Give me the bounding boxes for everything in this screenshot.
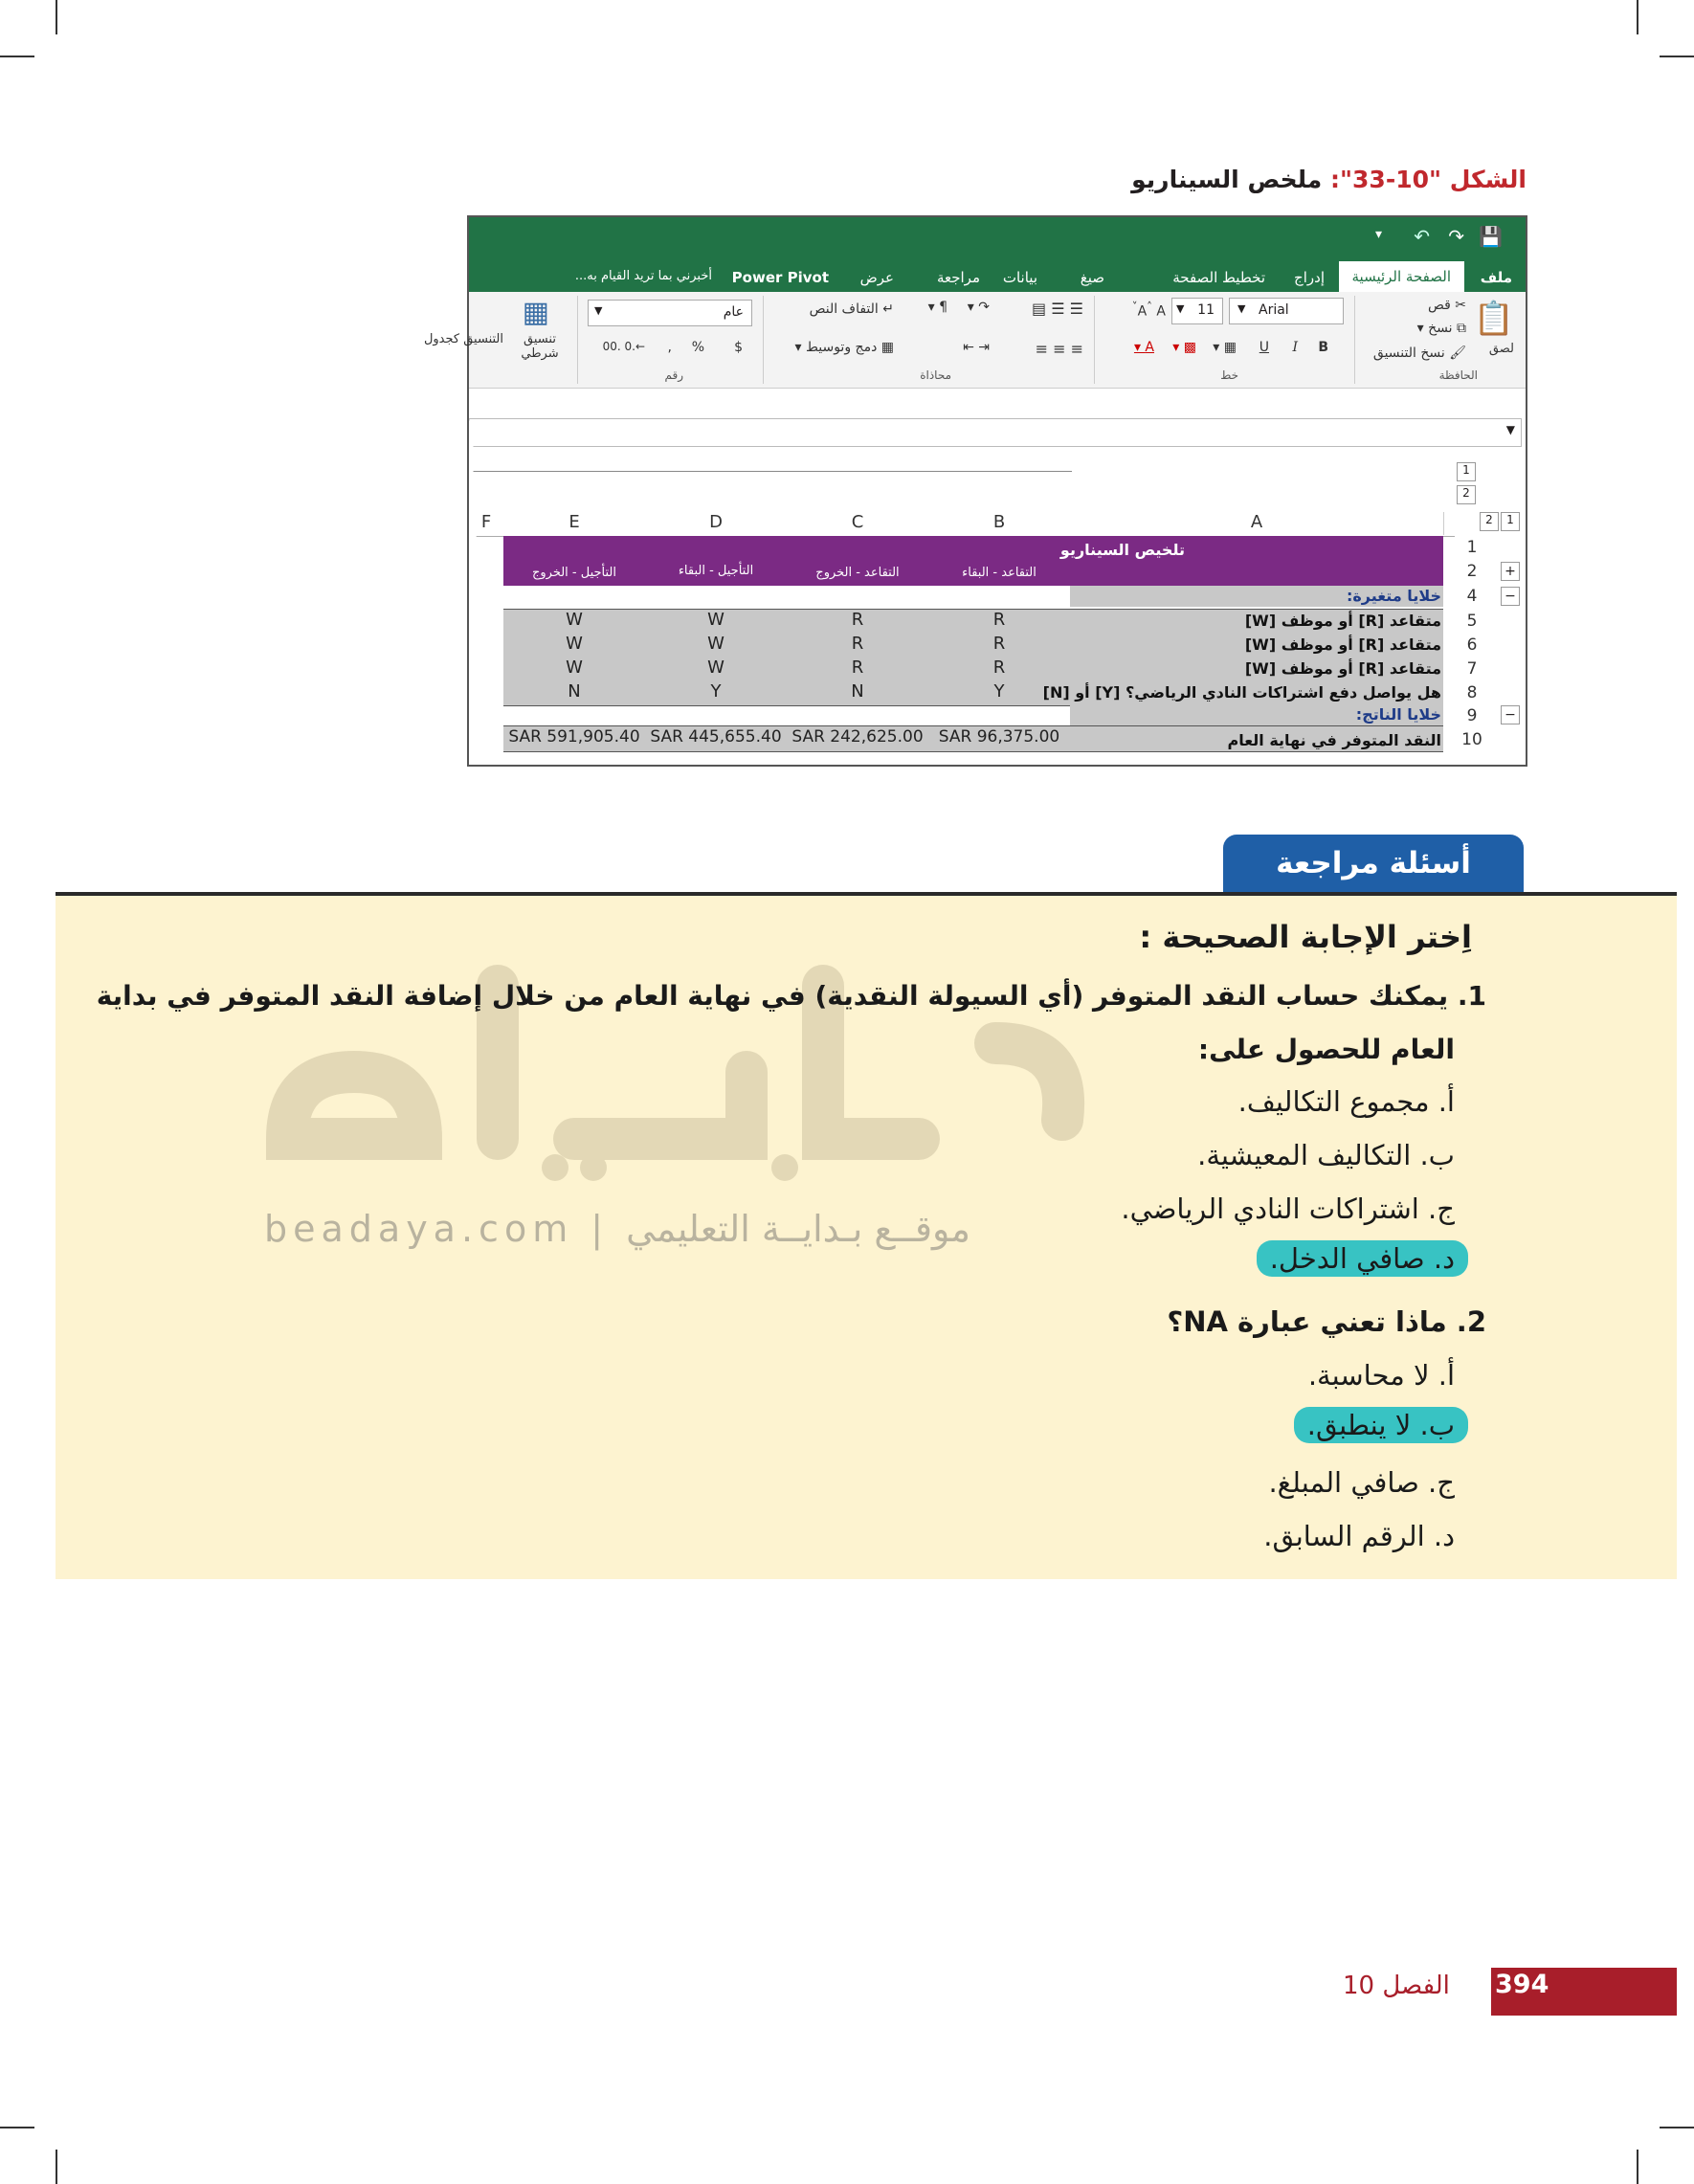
group-divider <box>763 296 764 384</box>
row-number[interactable]: 1 <box>1466 538 1478 557</box>
chevron-down-icon: ▼ <box>1176 302 1185 315</box>
question-2-option-c[interactable]: ج. صافي المبلغ. <box>1268 1466 1455 1499</box>
cell-value[interactable]: SAR 242,625.00 <box>791 727 924 747</box>
row-number[interactable]: 5 <box>1466 612 1478 631</box>
conditional-formatting-button[interactable]: تنسيق شرطي <box>521 332 559 361</box>
cut-button[interactable]: ✂ قص <box>1427 298 1466 313</box>
page-number: 394 <box>1495 1970 1549 1999</box>
scenario-summary-title: تلخيص السيناريو <box>1059 541 1185 559</box>
number-format-box[interactable] <box>588 300 752 326</box>
scenario-header-b: التقاعد - البقاء <box>962 566 1036 580</box>
question-1-line-1: 1. يمكنك حساب النقد المتوفر (أي السيولة النقدية) في نهاية العام من خلال إضافة النقد المتوفر في بداية <box>96 980 1486 1012</box>
font-size-value: 11 <box>1197 302 1215 318</box>
group-divider <box>577 296 578 384</box>
column-header-f[interactable]: F <box>469 512 504 535</box>
group-divider <box>1094 296 1095 384</box>
changing-cells-label: خلايا متغيرة: <box>1346 587 1441 605</box>
italic-button[interactable]: I <box>1292 340 1298 355</box>
question-1-option-b[interactable]: ب. التكاليف المعيشية. <box>1197 1139 1455 1171</box>
scenario-header-e: التأجيل - الخروج <box>531 566 617 580</box>
cell-value[interactable]: Y <box>993 681 1005 702</box>
row-label: متقاعد [R] أو موظف [W] <box>1244 635 1441 654</box>
column-header-c[interactable]: C <box>787 512 929 535</box>
cell-value[interactable]: R <box>992 610 1006 630</box>
row-label: هل يواصل دفع اشتراكات النادي الرياضي؟ [Y] أو [N] <box>1042 683 1441 702</box>
format-as-table-button[interactable]: التنسيق كجدول <box>423 332 503 346</box>
instruction: اِختر الإجابة الصحيحة : <box>1139 919 1472 955</box>
figure-caption-prefix: الشكل "10-33": <box>1330 166 1527 193</box>
comma-button[interactable]: , <box>667 340 672 355</box>
watermark-url: beadaya.com | موقــع بـدايــة التعليمي <box>264 1208 971 1250</box>
font-group-label: خط <box>1220 368 1238 382</box>
cut-label: قص <box>1427 298 1451 313</box>
number-format-value: عام <box>723 304 744 320</box>
align-top-icon[interactable]: ☰ ☰ ▤ <box>1032 300 1083 318</box>
cell-value[interactable]: R <box>851 657 864 678</box>
currency-button[interactable]: $ <box>734 340 743 355</box>
row-number[interactable]: 9 <box>1466 706 1478 725</box>
redo-icon[interactable]: ↷ <box>1448 225 1464 248</box>
tab-home[interactable]: الصفحة الرئيسية <box>1339 261 1465 298</box>
borders-icon[interactable]: ▦ ▾ <box>1213 340 1237 355</box>
number-group-label: رقم <box>664 368 683 382</box>
figure-caption-title: ملخص السيناريو <box>1131 166 1323 193</box>
collapse-rows-icon[interactable]: − <box>1501 705 1520 724</box>
crop-mark <box>56 2150 57 2184</box>
alignment-group-label: محاذاة <box>920 368 951 382</box>
orientation-icon[interactable]: ↷ ▾ <box>967 300 990 315</box>
tab-formulas[interactable]: صيغ <box>1080 269 1104 286</box>
copy-label: نسخ <box>1428 321 1453 336</box>
tab-file[interactable]: ملف <box>1480 269 1512 286</box>
row-outline-level-2[interactable]: 2 <box>1480 512 1499 531</box>
cell-value[interactable]: W <box>707 657 724 678</box>
scenario-header-d: التأجيل - البقاء <box>678 564 754 578</box>
cell-value[interactable]: R <box>851 634 864 654</box>
question-1-option-a[interactable]: أ. مجموع التكاليف. <box>1237 1085 1455 1118</box>
paste-button[interactable]: لصق <box>1488 342 1514 356</box>
excel-title-bar <box>469 217 1526 292</box>
chevron-down-icon: ▼ <box>1237 302 1246 315</box>
result-cells-label: خلايا الناتج: <box>1355 705 1441 724</box>
wrap-text-button[interactable]: ↵ التفاف النص <box>809 301 894 317</box>
format-painter-label: نسخ التنسيق <box>1372 345 1445 361</box>
question-2-option-b[interactable] <box>1294 1409 1468 1441</box>
clipboard-group-label: الحافظة <box>1438 368 1478 382</box>
row-number[interactable]: 4 <box>1466 587 1478 606</box>
row-number[interactable]: 6 <box>1466 635 1478 655</box>
torn-edge <box>469 418 482 765</box>
row-label: متقاعد [R] أو موظف [W] <box>1244 659 1441 678</box>
outline-level-1[interactable]: 1 <box>1457 462 1476 481</box>
column-header-e[interactable]: E <box>503 512 646 535</box>
question-2-option-d[interactable]: د. الرقم السابق. <box>1263 1520 1455 1552</box>
cell-value[interactable]: R <box>851 610 864 630</box>
column-header-a[interactable]: A <box>1070 512 1444 535</box>
crop-mark <box>0 2127 34 2128</box>
cell-value[interactable]: W <box>566 634 583 654</box>
cell-value[interactable]: N <box>568 681 581 702</box>
tab-view[interactable]: عرض <box>859 269 894 286</box>
correct-answer-highlight: ب. لا ينطبق. <box>1294 1407 1468 1443</box>
cell-value[interactable]: W <box>707 610 724 630</box>
row-label: النقد المتوفر في نهاية العام <box>1227 731 1441 749</box>
question-2-option-a[interactable]: أ. لا محاسبة. <box>1307 1359 1455 1392</box>
cell-value[interactable]: W <box>707 634 724 654</box>
decimal-icon[interactable]: ←.0 .00 <box>602 340 645 353</box>
outline-level-2[interactable]: 2 <box>1457 485 1476 504</box>
cell-value[interactable]: Y <box>710 681 722 702</box>
formula-bar[interactable] <box>469 418 1522 447</box>
chapter-label: الفصل 10 <box>1343 1972 1450 2000</box>
row-number[interactable]: 8 <box>1466 683 1478 702</box>
ribbon <box>423 292 1526 389</box>
crop-mark <box>56 0 57 34</box>
cell-value[interactable]: R <box>992 657 1006 678</box>
review-questions-tab: أسئلة مراجعة <box>1223 835 1524 892</box>
undo-icon[interactable]: ↶ <box>1414 225 1430 248</box>
font-name-value: Arial <box>1259 302 1289 318</box>
question-2: 2. ماذا تعني عبارة NA؟ <box>1167 1305 1486 1338</box>
cell-value[interactable]: R <box>992 634 1006 654</box>
column-header-b[interactable]: B <box>928 512 1071 535</box>
bold-button[interactable]: B <box>1318 340 1328 355</box>
scenario-header-c: التقاعد - الخروج <box>815 566 900 580</box>
merge-center-label: دمج وتوسيط <box>805 340 878 355</box>
highlight-icon[interactable]: ▩ ▾ <box>1172 340 1196 355</box>
question-1-option-d[interactable] <box>1257 1242 1468 1275</box>
tell-me-search[interactable]: أخبرني بما تريد القيام به... <box>574 269 712 283</box>
format-painter-button[interactable]: 🖌 نسخ التنسيق <box>1372 345 1466 361</box>
outline-bracket <box>469 471 1072 472</box>
row-number[interactable]: 10 <box>1461 730 1482 749</box>
row-number[interactable]: 2 <box>1466 562 1478 581</box>
cell-value[interactable]: SAR 445,655.40 <box>650 727 782 747</box>
align-left-icon[interactable]: ≡ ≡ ≡ <box>1035 340 1083 358</box>
collapse-rows-icon[interactable]: − <box>1501 587 1520 606</box>
tab-insert[interactable]: إدراج <box>1294 269 1325 286</box>
cell-value[interactable]: N <box>851 681 864 702</box>
column-header-d[interactable]: D <box>645 512 788 535</box>
font-name-box[interactable] <box>1229 298 1344 324</box>
crop-mark <box>1660 2127 1694 2128</box>
question-1-line-2: العام للحصول على: <box>1197 1034 1455 1065</box>
underline-button[interactable]: U <box>1259 340 1269 355</box>
conditional-formatting-icon[interactable]: ▦ <box>522 296 549 329</box>
save-icon[interactable]: 💾 <box>1479 225 1503 248</box>
row-label: متقاعد [R] أو موظف [W] <box>1244 612 1441 630</box>
beadaya-logo-watermark <box>249 928 1091 1177</box>
crop-mark <box>1660 56 1694 57</box>
wrap-text-label: التفاف النص <box>809 301 879 317</box>
ribbon-tabs <box>469 261 1526 292</box>
font-color-icon[interactable]: A ▾ <box>1133 340 1154 355</box>
question-1-option-c[interactable]: ج. اشتراكات النادي الرياضي. <box>1121 1192 1455 1225</box>
rtl-icon[interactable]: ¶ ▾ <box>927 300 947 315</box>
crop-mark <box>0 56 34 57</box>
row-outline-level-1[interactable]: 1 <box>1501 512 1520 531</box>
tab-power-pivot[interactable]: Power Pivot <box>731 269 829 286</box>
chevron-down-icon: ▼ <box>594 304 603 317</box>
merge-center-button[interactable]: ▦ دمج وتوسيط ▾ <box>794 340 894 355</box>
indent-icon[interactable]: ⇥ ⇤ <box>963 340 990 355</box>
grow-font-icon[interactable]: A˄ A˅ <box>1131 300 1166 320</box>
crop-mark <box>1637 2150 1638 2184</box>
correct-answer-highlight: د. صافي الدخل. <box>1257 1240 1468 1277</box>
cell-value[interactable]: W <box>566 610 583 630</box>
cell-value[interactable]: SAR 591,905.40 <box>508 727 640 747</box>
figure-caption <box>1131 166 1527 193</box>
crop-mark <box>1637 0 1638 34</box>
tab-page-layout[interactable]: تخطيط الصفحة <box>1172 269 1265 286</box>
excel-screenshot <box>423 215 1527 767</box>
expand-rows-icon[interactable]: + <box>1501 562 1520 581</box>
tab-review[interactable]: مراجعة <box>936 269 980 286</box>
font-size-box[interactable] <box>1171 298 1223 324</box>
copy-button[interactable]: ⧉ نسخ ▾ <box>1416 321 1466 336</box>
cell-value[interactable]: SAR 96,375.00 <box>938 727 1060 747</box>
tab-data[interactable]: بيانات <box>1002 269 1037 286</box>
group-divider <box>1354 296 1355 384</box>
quick-access-dropdown-icon[interactable]: ▾ <box>1374 227 1382 242</box>
clipboard-icon[interactable]: 📋 <box>1473 300 1514 338</box>
cell-value[interactable]: W <box>566 657 583 678</box>
percent-button[interactable]: % <box>691 340 704 355</box>
chevron-down-icon: ▼ <box>1505 423 1515 436</box>
row-number[interactable]: 7 <box>1466 659 1478 679</box>
